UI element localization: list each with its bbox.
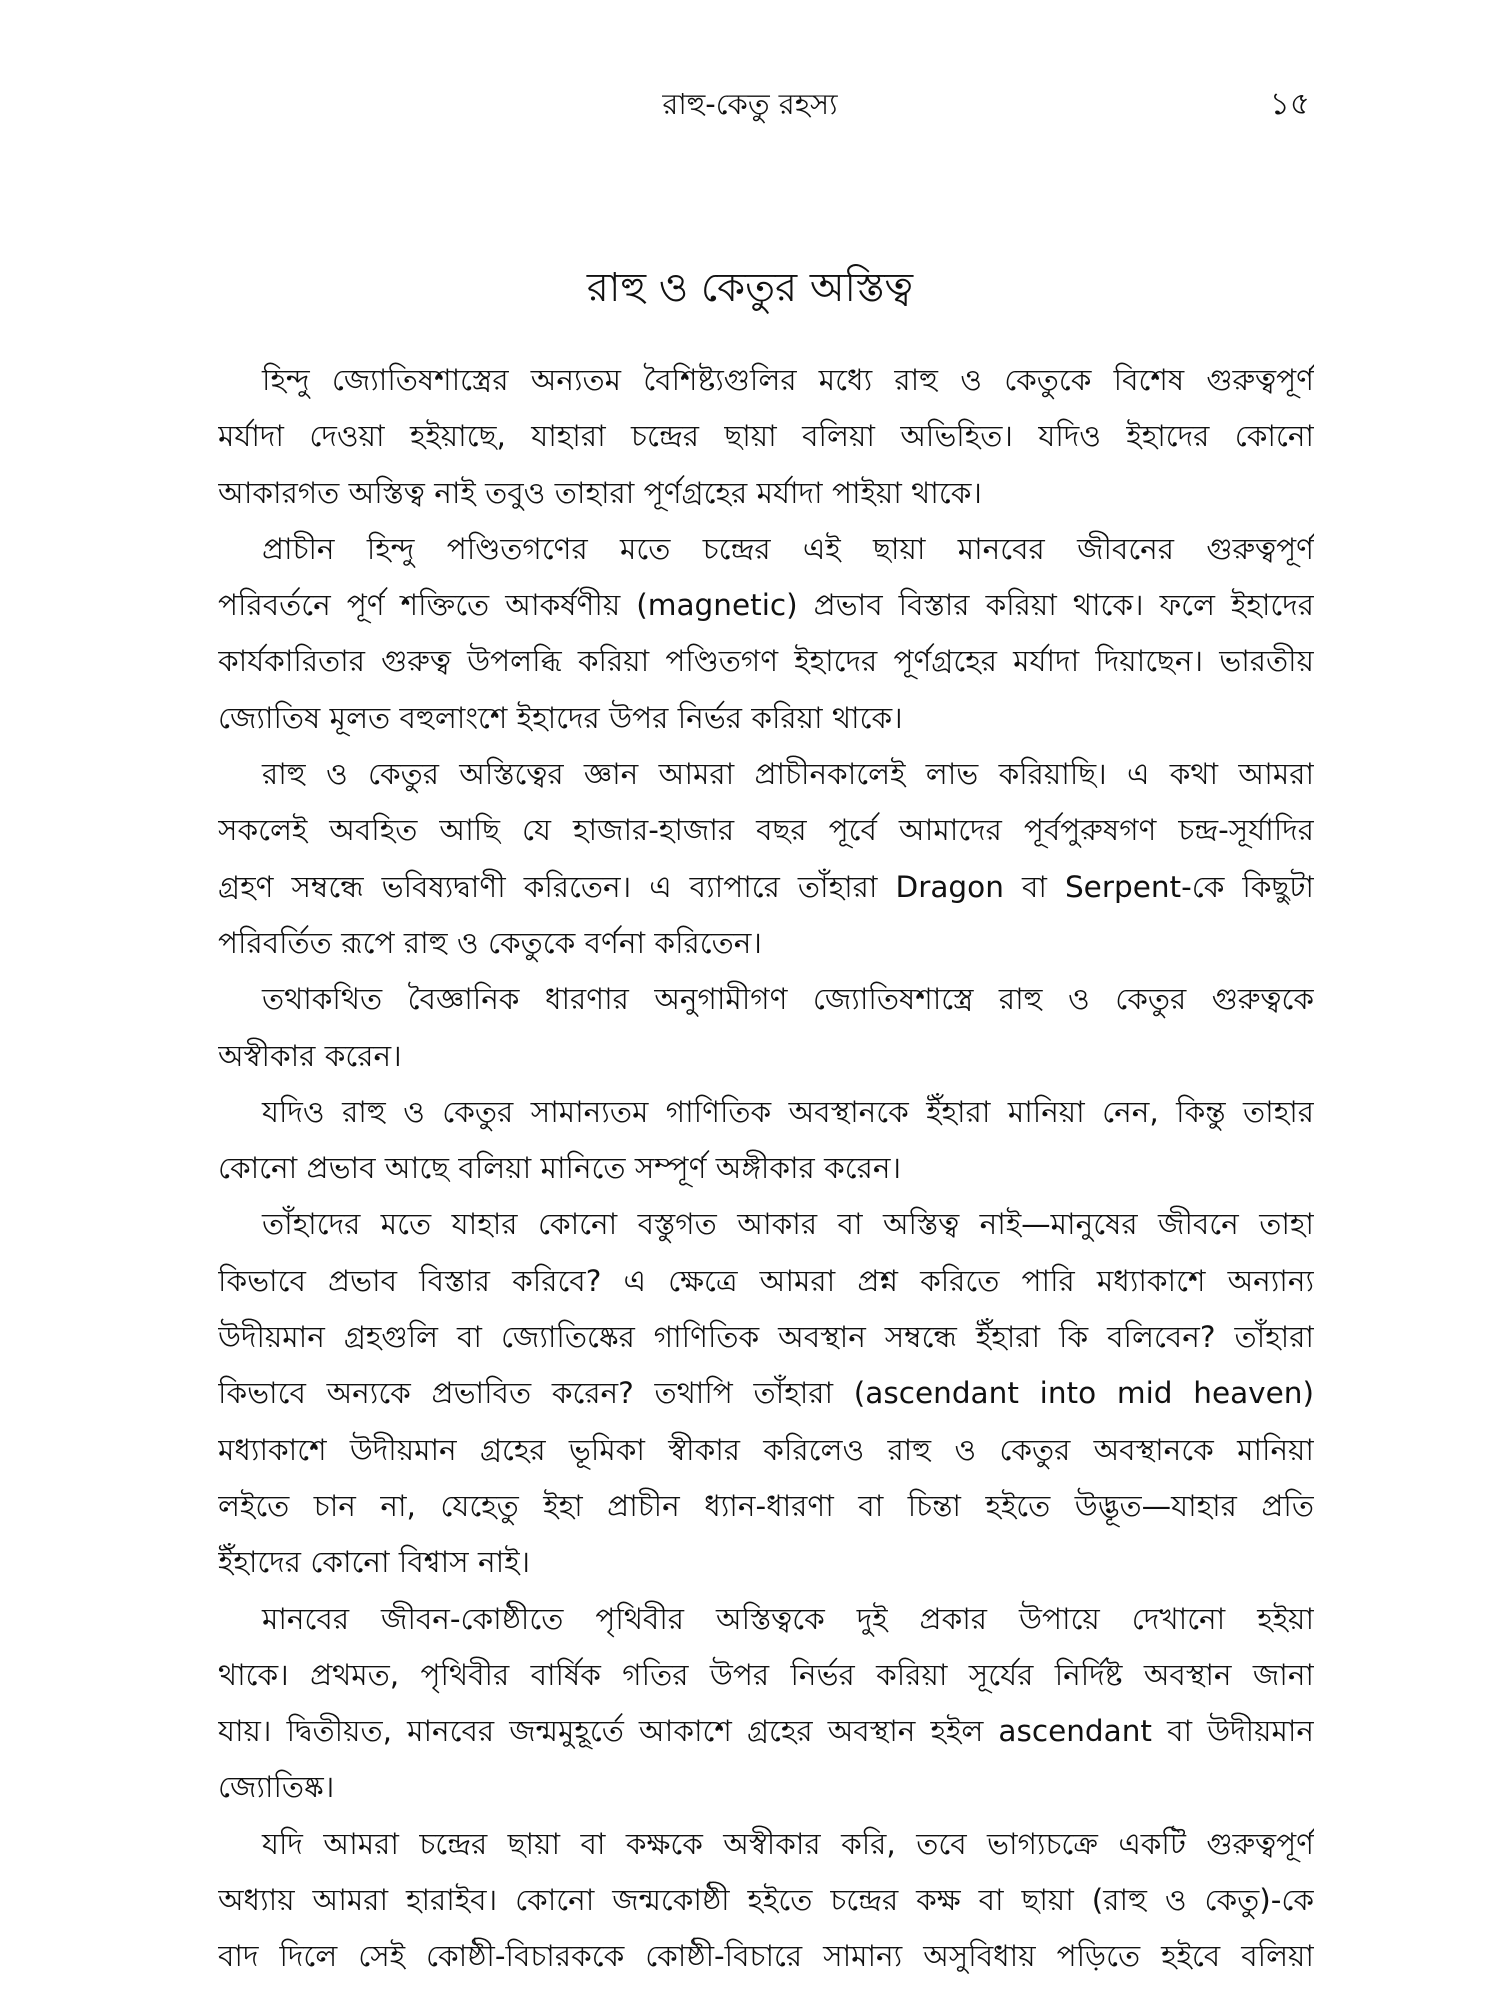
text-line: কিভাবে প্রভাব বিস্তার করিবে? এ ক্ষেত্রে আমরা প্রশ্ন করিতে পারি মধ্যাকাশে অন্যান্য bbox=[218, 1263, 1314, 1298]
text-line: বাদ দিলে সেই কোষ্ঠী-বিচারককে কোষ্ঠী-বিচারে সামান্য অসুবিধায় পড়িতে হইবে বলিয়া bbox=[218, 1939, 1314, 1974]
text-line: পরিবর্তিত রূপে রাহু ও কেতুকে বর্ণনা করিতেন। bbox=[218, 925, 762, 960]
text-line: যায়। দ্বিতীয়ত, মানবের জন্মমুহূর্তে আকাশে গ্রহের অবস্থান হইল ascendant বা উদীয়মান bbox=[218, 1714, 1314, 1749]
text-line: আকারগত অস্তিত্ব নাই তবুও তাহারা পূর্ণগ্রহের মর্যাদা পাইয়া থাকে। bbox=[218, 475, 982, 510]
text-line: উদীয়মান গ্রহগুলি বা জ্যোতিষ্কের গাণিতিক অবস্থান সম্বন্ধে ইঁহারা কি বলিবেন? তাঁহারা bbox=[218, 1320, 1314, 1355]
text-line: মানবের জীবন-কোষ্ঠীতে পৃথিবীর অস্তিত্বকে দুই প্রকার উপায়ে দেখানো হইয়া bbox=[262, 1601, 1314, 1636]
text-line: জ্যোতিষ্ক। bbox=[218, 1770, 335, 1805]
text-line: কোনো প্রভাব আছে বলিয়া মানিতে সম্পূর্ণ অঙ্গীকার করেন। bbox=[218, 1151, 902, 1186]
text-line: অধ্যায় আমরা হারাইব। কোনো জন্মকোষ্ঠী হইতে চন্দ্রের কক্ষ বা ছায়া (রাহু ও কেতু)-কে bbox=[218, 1883, 1314, 1918]
text-line: রাহু ও কেতুর অস্তিত্বের জ্ঞান আমরা প্রাচীনকালেই লাভ করিয়াছি। এ কথা আমরা bbox=[262, 757, 1314, 792]
text-line: অস্বীকার করেন। bbox=[218, 1038, 402, 1073]
chapter-title: রাহু ও কেতুর অস্তিত্ব bbox=[586, 265, 914, 311]
running-title: রাহু-কেতু রহস্য bbox=[662, 87, 838, 121]
text-line: থাকে। প্রথমত, পৃথিবীর বার্ষিক গতির উপর নির্ভর করিয়া সূর্যের নির্দিষ্ট অবস্থান জানা bbox=[218, 1657, 1314, 1692]
text-line: সকলেই অবহিত আছি যে হাজার-হাজার বছর পূর্বে আমাদের পূর্বপুরুষগণ চন্দ্র-সূর্যাদির bbox=[218, 813, 1314, 848]
text-line: গ্রহণ সম্বন্ধে ভবিষ্যদ্বাণী করিতেন। এ ব্যাপারে তাঁহারা Dragon বা Serpent-কে কিছুটা bbox=[218, 869, 1314, 904]
text-line: মর্যাদা দেওয়া হইয়াছে, যাহারা চন্দ্রের ছায়া বলিয়া অভিহিত। যদিও ইহাদের কোনো bbox=[218, 419, 1314, 454]
text-line: জ্যোতিষ মূলত বহুলাংশে ইহাদের উপর নির্ভর করিয়া থাকে। bbox=[218, 700, 903, 735]
running-header bbox=[0, 84, 1500, 124]
text-line: যদিও রাহু ও কেতুর সামান্যতম গাণিতিক অবস্থানকে ইঁহারা মানিয়া নেন, কিন্তু তাহার bbox=[262, 1094, 1314, 1129]
text-line: যদি আমরা চন্দ্রের ছায়া বা কক্ষকে অস্বীকার করি, তবে ভাগ্যচক্রে একটি গুরুত্বপূর্ণ bbox=[262, 1826, 1314, 1861]
text-line: তথাকথিত বৈজ্ঞানিক ধারণার অনুগামীগণ জ্যোতিষশাস্ত্রে রাহু ও কেতুর গুরুত্বকে bbox=[262, 982, 1314, 1017]
page-number: ১৫ bbox=[1269, 86, 1310, 122]
text-line: তাঁহাদের মতে যাহার কোনো বস্তুগত আকার বা অস্তিত্ব নাই—মানুষের জীবনে তাহা bbox=[262, 1207, 1314, 1242]
text-line: হিন্দু জ্যোতিষশাস্ত্রের অন্যতম বৈশিষ্ট্যগুলির মধ্যে রাহু ও কেতুকে বিশেষ গুরুত্বপূর্ণ bbox=[262, 363, 1314, 397]
body-text bbox=[218, 352, 1314, 1985]
text-line: প্রাচীন হিন্দু পণ্ডিতগণের মতে চন্দ্রের এই ছায়া মানবের জীবনের গুরুত্বপূর্ণ bbox=[262, 531, 1314, 566]
text-line: লইতে চান না, যেহেতু ইহা প্রাচীন ধ্যান-ধারণা বা চিন্তা হইতে উদ্ভূত—যাহার প্রতি bbox=[218, 1488, 1314, 1523]
text-line: কার্যকারিতার গুরুত্ব উপলব্ধি করিয়া পণ্ডিতগণ ইহাদের পূর্ণগ্রহের মর্যাদা দিয়াছেন। ভারতীয় bbox=[218, 644, 1314, 679]
text-line: কিভাবে অন্যকে প্রভাবিত করেন? তথাপি তাঁহারা (ascendant into mid heaven) bbox=[218, 1376, 1314, 1411]
text-line: ইঁহাদের কোনো বিশ্বাস নাই। bbox=[218, 1545, 531, 1580]
text-line: মধ্যাকাশে উদীয়মান গ্রহের ভূমিকা স্বীকার করিলেও রাহু ও কেতুর অবস্থানকে মানিয়া bbox=[218, 1432, 1314, 1467]
text-line: পরিবর্তনে পূর্ণ শক্তিতে আকর্ষণীয় (magnetic) প্রভাব বিস্তার করিয়া থাকে। ফলে ইহাদের bbox=[218, 588, 1314, 623]
